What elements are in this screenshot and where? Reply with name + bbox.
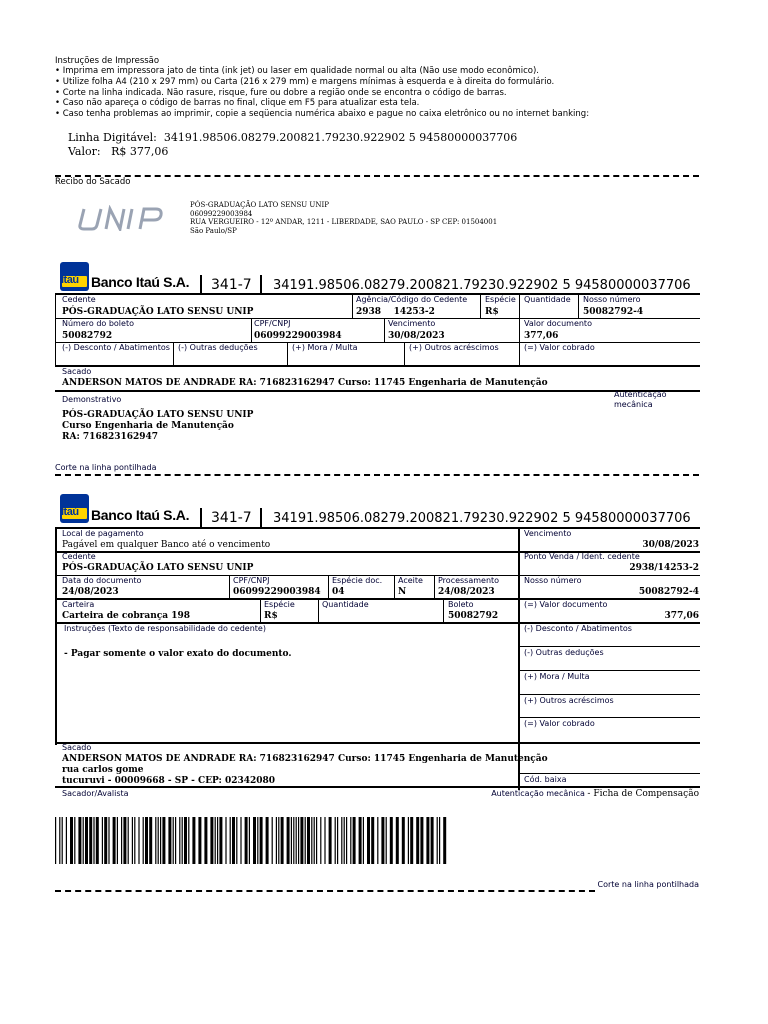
barcode-bar	[272, 817, 273, 864]
barcode-bar	[93, 817, 94, 864]
barcode-bar	[215, 817, 216, 864]
cpf-value: 06099229003984	[233, 587, 321, 597]
barcode-bar	[74, 817, 75, 864]
barcode-bar	[386, 817, 387, 864]
instruction-item: • Caso não apareça o código de barras no final, clique em F5 para atualizar esta tela.	[55, 98, 589, 109]
ficha-compensacao-row	[491, 789, 699, 799]
barcode-bar	[390, 817, 393, 864]
cedente-header-name: PÓS-GRADUAÇÃO LATO SENSU UNIP	[190, 201, 329, 209]
cedente-header-address: RUA VERGUEIRO - 12º ANDAR, 1211 - LIBERDADE, SAO PAULO - SP CEP: 01504001	[190, 218, 498, 227]
barcode-bar	[363, 817, 364, 864]
linha-digitavel-value[interactable]: 34191.98506.08279.200821.79230.922902 5 94580000037706	[163, 131, 518, 144]
sacado-label: Sacado	[62, 367, 92, 376]
ponto-venda-label: Ponto Venda / Ident. cedente	[524, 552, 640, 561]
bank-divider	[200, 508, 202, 527]
barcode-bar	[162, 817, 165, 864]
barcode-bar	[396, 817, 399, 864]
cedente-header-block	[190, 201, 497, 235]
instrucao-text: - Pagar somente o valor exato do documento.	[64, 649, 292, 659]
barcode-bar	[305, 817, 306, 864]
barcode-bar	[249, 817, 250, 864]
demonstrativo-label: Demonstrativo	[62, 395, 122, 404]
especie-value: R$	[264, 611, 278, 621]
barcode-bar	[293, 817, 294, 864]
data-documento-label: Data do documento	[62, 576, 142, 585]
barcode-bar	[278, 817, 279, 864]
barcode-bar	[70, 817, 73, 864]
nosso-numero-label: Nosso número	[524, 576, 582, 585]
barcode-bar	[420, 817, 423, 864]
barcode-bar	[410, 817, 413, 864]
form-col-line	[328, 575, 329, 598]
barcode-bar	[108, 817, 109, 864]
barcode-bar	[132, 817, 133, 864]
barcode-bar	[78, 817, 81, 864]
boleto-value: 50082792	[448, 611, 499, 621]
barcode-bar	[257, 817, 258, 864]
barcode-bar	[381, 817, 384, 864]
barcode-bar	[55, 817, 56, 864]
valor-cobrado-label: (=) Valor cobrado	[524, 343, 595, 352]
carteira-label: Carteira	[62, 600, 95, 609]
recibo-title: Recibo do Sacado	[55, 177, 131, 187]
barcode-bar	[102, 817, 103, 864]
quantidade-label: Quantidade	[524, 295, 571, 304]
corte-label: Corte na linha pontilhada	[597, 880, 699, 889]
form-col-line	[578, 293, 579, 318]
barcode-bar	[344, 817, 345, 864]
barcode-bar	[134, 817, 135, 864]
barcode-bar	[240, 817, 241, 864]
local-pagamento-label: Local de pagamento	[62, 529, 144, 538]
bank-digitable-line[interactable]: 34191.98506.08279.200821.79230.922902 5 94580000037706	[273, 278, 691, 293]
cedente-header-cnpj: 06099229003984	[190, 209, 253, 218]
barcode-bar	[204, 817, 207, 864]
barcode-bar	[439, 817, 440, 864]
barcode	[55, 817, 447, 864]
barcode-bar	[402, 817, 405, 864]
barcode-bar	[182, 817, 183, 864]
bank-name: Banco Itaú S.A.	[91, 507, 190, 523]
data-documento-value: 24/08/2023	[62, 587, 119, 597]
valor-documento-value: 377,06	[664, 611, 699, 621]
barcode-bar	[83, 817, 84, 864]
barcode-bar	[253, 817, 256, 864]
valor-documento-label: (=) Valor documento	[524, 600, 608, 609]
form-col-line	[394, 575, 395, 598]
itau-logo-text: Itaú	[61, 506, 79, 518]
form-col-line	[318, 598, 319, 622]
vencimento-value: 30/08/2023	[388, 331, 445, 341]
processamento-label: Processamento	[438, 576, 500, 585]
form-row-line	[55, 527, 700, 529]
barcode-bar	[314, 817, 315, 864]
vencimento-value: 30/08/2023	[642, 540, 699, 550]
bank-divider	[260, 508, 262, 527]
demonstrativo-line: RA: 716823162947	[62, 432, 159, 442]
nosso-numero-value: 50082792-4	[638, 587, 699, 597]
barcode-bar	[168, 817, 171, 864]
barcode-bar	[188, 817, 189, 864]
form-col-line	[287, 342, 288, 365]
form-col-line	[352, 293, 353, 318]
barcode-bar	[408, 817, 409, 864]
form-border	[55, 293, 56, 365]
barcode-bar	[377, 817, 378, 864]
form-col-line	[518, 527, 520, 790]
barcode-bar	[104, 817, 107, 864]
barcode-bar	[121, 817, 122, 864]
local-pagamento-value: Pagável em qualquer Banco até o vencimento	[62, 540, 271, 550]
cod-baixa-label: Cód. baixa	[524, 775, 567, 784]
itau-logo	[60, 494, 89, 523]
especie-label: Espécie	[485, 295, 516, 304]
barcode-bar	[89, 817, 92, 864]
valor-row	[68, 145, 168, 158]
barcode-bar	[329, 817, 332, 864]
instruction-item: • Imprima em impressora jato de tinta (ink jet) ou laser em qualidade normal ou alta (Não use modo econômico).	[55, 66, 589, 77]
cedente-label: Cedente	[62, 552, 96, 561]
quantidade-label: Quantidade	[322, 600, 369, 609]
processamento-value: 24/08/2023	[438, 587, 495, 597]
barcode-bar	[175, 817, 176, 864]
form-row-line	[518, 694, 700, 695]
outras-deducoes-label: (-) Outras deduções	[524, 648, 604, 657]
barcode-bar	[316, 817, 317, 864]
aceite-value: N	[398, 587, 407, 597]
sacado-value: ANDERSON MATOS DE ANDRADE RA: 716823162947 Curso: 11745 Engenharia de Manutenção	[62, 378, 548, 388]
barcode-bar	[311, 817, 312, 864]
barcode-bar	[225, 817, 226, 864]
barcode-bar	[192, 817, 195, 864]
barcode-bar	[230, 817, 231, 864]
desconto-label: (-) Desconto / Abatimentos	[62, 343, 170, 352]
barcode-bar	[320, 817, 321, 864]
instruction-item: • Corte na linha indicada. Não rasure, risque, fure ou dobre a região onde se encontra o código de barras.	[55, 88, 589, 99]
barcode-bar	[198, 817, 201, 864]
form-col-line	[229, 575, 230, 598]
print-instructions-list	[55, 66, 589, 120]
especie-doc-label: Espécie doc.	[332, 576, 383, 585]
autenticacao-mecanica-label: Autenticação mecânica	[614, 390, 667, 409]
bank-digitable-line[interactable]: 34191.98506.08279.200821.79230.922902 5 94580000037706	[273, 511, 691, 526]
form-col-line	[519, 318, 520, 365]
barcode-bar	[281, 817, 284, 864]
sacado-address: rua carlos gome	[62, 765, 144, 775]
form-row-line	[55, 365, 700, 367]
linha-digitavel-row	[68, 131, 517, 144]
itau-logo	[60, 262, 89, 291]
barcode-bar	[160, 817, 161, 864]
barcode-bar	[217, 817, 218, 864]
valor-documento-value: 377,06	[524, 331, 559, 341]
barcode-bar	[291, 817, 292, 864]
form-col-line	[384, 318, 385, 342]
cedente-header-city: São Paulo/SP	[190, 226, 237, 235]
ficha-compensacao-label: - Ficha de Compensação	[587, 789, 699, 799]
form-row-line	[518, 773, 700, 774]
barcode-bar	[443, 817, 446, 864]
barcode-bar	[266, 817, 269, 864]
barcode-bar	[359, 817, 362, 864]
cedente-value: PÓS-GRADUAÇÃO LATO SENSU UNIP	[62, 307, 254, 317]
barcode-bar	[335, 817, 336, 864]
barcode-bar	[173, 817, 174, 864]
mora-multa-label: (+) Mora / Multa	[292, 343, 358, 352]
barcode-bar	[337, 817, 338, 864]
numero-boleto-value: 50082792	[62, 331, 113, 341]
barcode-bar	[179, 817, 180, 864]
itau-logo-text: Itaú	[61, 274, 79, 286]
barcode-bar	[296, 817, 297, 864]
bank-code: 341-7	[211, 510, 252, 526]
barcode-bar	[276, 817, 277, 864]
form-col-line	[434, 575, 435, 598]
outras-deducoes-label: (-) Outras deduções	[178, 343, 258, 352]
form-row-line	[518, 646, 700, 647]
autenticacao-mecanica-label: Autenticação mecânica	[491, 789, 585, 798]
instruction-item: • Caso tenha problemas ao imprimir, copie a seqüencia numérica abaixo e pague no caixa eletrônico ou no internet banking:	[55, 109, 589, 120]
sacado-city: tucuruvi - 00009668 - SP - CEP: 02342080	[62, 776, 276, 786]
form-col-line	[480, 293, 481, 318]
instrucoes-label: Instruções (Texto de responsabilidade do cedente)	[64, 624, 266, 633]
barcode-bar	[260, 817, 263, 864]
form-col-line	[519, 293, 520, 318]
barcode-bar	[431, 817, 434, 864]
form-col-line	[173, 342, 174, 365]
barcode-bar	[426, 817, 429, 864]
demonstrativo-line: Curso Engenharia de Manutenção	[62, 421, 234, 431]
print-instructions-title: Instruções de Impressão	[55, 56, 160, 66]
form-col-line	[260, 598, 261, 622]
barcode-bar	[85, 817, 88, 864]
cedente-label: Cedente	[62, 295, 96, 304]
outros-acrescimos-label: (+) Outros acréscimos	[524, 696, 614, 705]
aceite-label: Aceite	[398, 576, 423, 585]
unip-logo	[76, 205, 170, 231]
cut-line-top	[55, 175, 699, 177]
barcode-bar	[346, 817, 347, 864]
demonstrativo-line: PÓS-GRADUAÇÃO LATO SENSU UNIP	[62, 410, 254, 420]
barcode-bar	[158, 817, 159, 864]
barcode-bar	[210, 817, 213, 864]
nosso-numero-label: Nosso número	[583, 295, 641, 304]
bank-code: 341-7	[211, 277, 252, 293]
barcode-bar	[341, 817, 342, 864]
barcode-bar	[62, 817, 63, 864]
barcode-bar	[113, 817, 116, 864]
barcode-bar	[59, 817, 60, 864]
barcode-bar	[307, 817, 310, 864]
barcode-bar	[232, 817, 235, 864]
barcode-bar	[143, 817, 144, 864]
barcode-bar	[123, 817, 126, 864]
bank-name: Banco Itaú S.A.	[91, 274, 190, 290]
form-row-line	[518, 670, 700, 671]
sacado-label: Sacado	[62, 743, 92, 752]
form-col-line	[404, 342, 405, 365]
outros-acrescimos-label: (+) Outros acréscimos	[409, 343, 499, 352]
desconto-label: (-) Desconto / Abatimentos	[524, 624, 632, 633]
mora-multa-label: (+) Mora / Multa	[524, 672, 590, 681]
barcode-bar	[298, 817, 299, 864]
barcode-bar	[66, 817, 67, 864]
form-col-line	[443, 598, 444, 622]
form-border	[55, 527, 57, 745]
nosso-numero-value: 50082792-4	[583, 307, 644, 317]
instruction-item: • Utilize folha A4 (210 x 297 mm) ou Carta (216 x 279 mm) e margens mínimas à esquerda e à direita do formulário.	[55, 77, 589, 88]
barcode-bar	[371, 817, 374, 864]
valor-cobrado-label: (=) Valor cobrado	[524, 719, 595, 728]
form-row-line	[55, 318, 700, 319]
ponto-venda-value: 2938/14253-2	[629, 563, 699, 573]
bank-divider	[260, 275, 262, 294]
cut-line-bottom	[55, 890, 595, 892]
barcode-bar	[324, 817, 325, 864]
agencia-value: 2938 14253-2	[356, 307, 435, 317]
cedente-value: PÓS-GRADUAÇÃO LATO SENSU UNIP	[62, 563, 254, 573]
numero-boleto-label: Número do boleto	[62, 319, 134, 328]
sacador-avalista-label: Sacador/Avalista	[62, 789, 129, 798]
barcode-bar	[184, 817, 187, 864]
barcode-bar	[138, 817, 139, 864]
form-row-line	[518, 717, 700, 718]
boleto-label: Boleto	[448, 600, 474, 609]
vencimento-label: Vencimento	[388, 319, 436, 328]
cpf-value: 06099229003984	[254, 331, 342, 341]
valor-label: Valor:	[68, 145, 101, 158]
barcode-bar	[245, 817, 248, 864]
especie-value: R$	[485, 307, 499, 317]
cpf-label: CPF/CNPJ	[233, 576, 270, 585]
form-row-line	[55, 390, 700, 392]
vencimento-label: Vencimento	[524, 529, 572, 538]
corte-label: Corte na linha pontilhada	[55, 463, 157, 472]
barcode-bar	[219, 817, 222, 864]
barcode-bar	[416, 817, 419, 864]
carteira-value: Carteira de cobrança 198	[62, 611, 191, 621]
barcode-bar	[117, 817, 118, 864]
cpf-label: CPF/CNPJ	[254, 319, 291, 328]
especie-doc-value: 04	[332, 587, 345, 597]
barcode-bar	[145, 817, 148, 864]
barcode-bar	[437, 817, 438, 864]
barcode-bar	[149, 817, 152, 864]
especie-label: Espécie	[264, 600, 295, 609]
barcode-bar	[287, 817, 290, 864]
barcode-bar	[96, 817, 99, 864]
valor-value: R$ 377,06	[111, 145, 169, 158]
form-col-line	[251, 318, 252, 342]
barcode-bar	[353, 817, 356, 864]
cut-line-middle	[55, 474, 699, 476]
barcode-bar	[128, 817, 129, 864]
form-row-line	[55, 786, 700, 788]
barcode-bar	[236, 817, 237, 864]
barcode-bar	[155, 817, 156, 864]
form-row-line	[55, 742, 700, 744]
sacado-value: ANDERSON MATOS DE ANDRADE RA: 716823162947 Curso: 11745 Engenharia de Manutenção	[62, 754, 548, 764]
agencia-label: Agência/Código do Cedente	[356, 295, 468, 304]
bank-divider	[200, 275, 202, 294]
barcode-bar	[300, 817, 303, 864]
linha-digitavel-label: Linha Digitável:	[68, 131, 157, 144]
valor-documento-label: Valor documento	[524, 319, 592, 328]
barcode-bar	[367, 817, 370, 864]
barcode-bar	[350, 817, 351, 864]
